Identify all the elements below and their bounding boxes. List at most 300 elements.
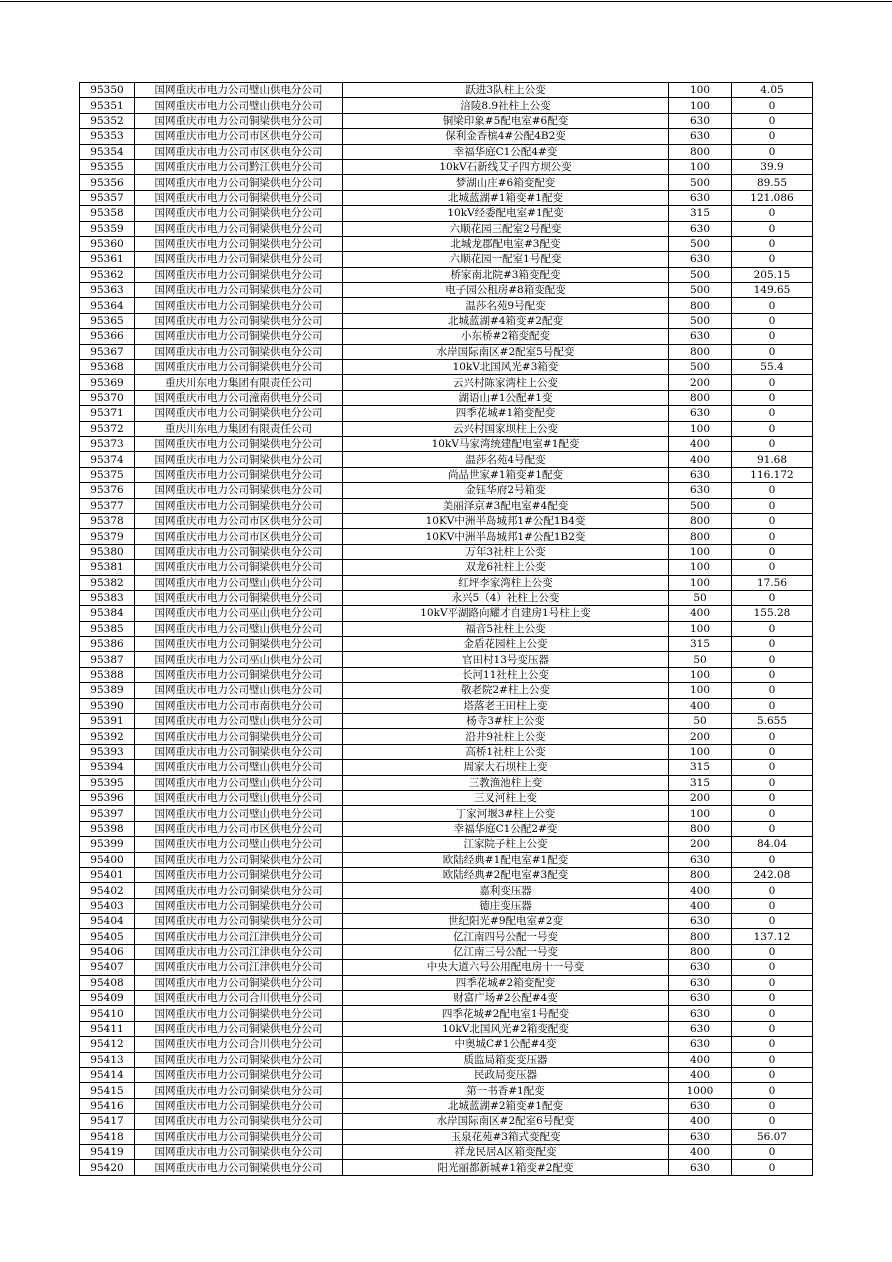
table-row <box>80 252 813 267</box>
transformer-name-cell: 10KV中洲半岛城邦1#公配1B4变 <box>343 513 669 528</box>
value-cell: 0 <box>732 483 813 498</box>
transformer-name-cell: 江家院子柱上公变 <box>343 837 669 852</box>
company-cell: 国网重庆市电力公司潼南供电分公司 <box>135 390 343 405</box>
row-id-cell: 95399 <box>80 837 135 852</box>
company-cell: 国网重庆市电力公司合川供电分公司 <box>135 991 343 1006</box>
transformer-name-cell: 小东桥#2箱变配变 <box>343 329 669 344</box>
value-cell: 0 <box>732 790 813 805</box>
capacity-cell: 400 <box>669 1114 732 1129</box>
value-cell: 17.56 <box>732 575 813 590</box>
row-id-cell: 95370 <box>80 390 135 405</box>
company-cell: 国网重庆市电力公司璧山供电分公司 <box>135 760 343 775</box>
row-id-cell: 95404 <box>80 914 135 929</box>
value-cell: 0 <box>732 298 813 313</box>
value-cell: 0 <box>732 898 813 913</box>
row-id-cell: 95401 <box>80 867 135 882</box>
value-cell: 0 <box>732 1052 813 1067</box>
table-row <box>80 714 813 729</box>
value-cell: 0 <box>732 221 813 236</box>
table-row <box>80 190 813 205</box>
table-row <box>80 760 813 775</box>
table-row <box>80 83 813 98</box>
value-cell: 0 <box>732 344 813 359</box>
company-cell: 国网重庆市电力公司铜梁供电分公司 <box>135 190 343 205</box>
value-cell: 0 <box>732 637 813 652</box>
capacity-cell: 630 <box>669 1037 732 1052</box>
table-row <box>80 298 813 313</box>
company-cell: 国网重庆市电力公司铜梁供电分公司 <box>135 1052 343 1067</box>
company-cell: 国网重庆市电力公司璧山供电分公司 <box>135 837 343 852</box>
company-cell: 国网重庆市电力公司铜梁供电分公司 <box>135 667 343 682</box>
capacity-cell: 630 <box>669 1021 732 1036</box>
value-cell: 0 <box>732 1160 813 1175</box>
value-cell: 0 <box>732 1098 813 1113</box>
table-row <box>80 421 813 436</box>
transformer-name-cell: 长河11社柱上公变 <box>343 667 669 682</box>
transformer-name-cell: 水岸国际南区#2配室5号配变 <box>343 344 669 359</box>
transformer-name-cell: 金盾花园柱上公变 <box>343 637 669 652</box>
company-cell: 国网重庆市电力公司铜梁供电分公司 <box>135 1114 343 1129</box>
table-row <box>80 575 813 590</box>
value-cell: 0 <box>732 421 813 436</box>
row-id-cell: 95406 <box>80 944 135 959</box>
capacity-cell: 630 <box>669 129 732 144</box>
company-cell: 国网重庆市电力公司璧山供电分公司 <box>135 683 343 698</box>
value-cell: 0 <box>732 1144 813 1159</box>
capacity-cell: 630 <box>669 221 732 236</box>
capacity-cell: 50 <box>669 714 732 729</box>
table-row <box>80 729 813 744</box>
company-cell: 国网重庆市电力公司铜梁供电分公司 <box>135 267 343 282</box>
capacity-cell: 200 <box>669 837 732 852</box>
transformer-name-cell: 梦湖山庄#6箱变配变 <box>343 175 669 190</box>
row-id-cell: 95414 <box>80 1068 135 1083</box>
capacity-cell: 800 <box>669 298 732 313</box>
company-cell: 国网重庆市电力公司铜梁供电分公司 <box>135 914 343 929</box>
row-id-cell: 95361 <box>80 252 135 267</box>
capacity-cell: 630 <box>669 252 732 267</box>
company-cell: 国网重庆市电力公司铜梁供电分公司 <box>135 344 343 359</box>
company-cell: 国网重庆市电力公司铜梁供电分公司 <box>135 1144 343 1159</box>
company-cell: 国网重庆市电力公司璧山供电分公司 <box>135 790 343 805</box>
capacity-cell: 315 <box>669 775 732 790</box>
transformer-name-cell: 塔落老王田柱上变 <box>343 698 669 713</box>
transformer-table <box>79 82 813 1176</box>
row-id-cell: 95397 <box>80 806 135 821</box>
table-row <box>80 960 813 975</box>
table-row <box>80 436 813 451</box>
value-cell: 0 <box>732 206 813 221</box>
company-cell: 国网重庆市电力公司铜梁供电分公司 <box>135 729 343 744</box>
transformer-name-cell: 温莎名苑4号配变 <box>343 452 669 467</box>
value-cell: 0 <box>732 775 813 790</box>
table-row <box>80 991 813 1006</box>
row-id-cell: 95350 <box>80 83 135 98</box>
capacity-cell: 630 <box>669 1160 732 1175</box>
value-cell: 4.05 <box>732 83 813 98</box>
transformer-name-cell: 云兴村陈家湾柱上公变 <box>343 375 669 390</box>
company-cell: 国网重庆市电力公司璧山供电分公司 <box>135 98 343 113</box>
table-row <box>80 529 813 544</box>
row-id-cell: 95378 <box>80 513 135 528</box>
table-row <box>80 452 813 467</box>
transformer-name-cell: 亿江南三号公配一号变 <box>343 944 669 959</box>
row-id-cell: 95395 <box>80 775 135 790</box>
company-cell: 国网重庆市电力公司铜梁供电分公司 <box>135 975 343 990</box>
transformer-name-cell: 福音5社柱上公变 <box>343 621 669 636</box>
capacity-cell: 100 <box>669 575 732 590</box>
table-row <box>80 483 813 498</box>
value-cell: 0 <box>732 667 813 682</box>
capacity-cell: 100 <box>669 421 732 436</box>
capacity-cell: 400 <box>669 436 732 451</box>
transformer-name-cell: 四季花城#1箱变配变 <box>343 406 669 421</box>
company-cell: 国网重庆市电力公司铜梁供电分公司 <box>135 590 343 605</box>
transformer-name-cell: 桥家南北院#3箱变配变 <box>343 267 669 282</box>
value-cell: 0 <box>732 329 813 344</box>
row-id-cell: 95380 <box>80 544 135 559</box>
row-id-cell: 95364 <box>80 298 135 313</box>
transformer-name-cell: 永兴5（4）社柱上公变 <box>343 590 669 605</box>
transformer-name-cell: 中央大道六号公用配电房十一号变 <box>343 960 669 975</box>
row-id-cell: 95415 <box>80 1083 135 1098</box>
company-cell: 国网重庆市电力公司市区供电分公司 <box>135 529 343 544</box>
transformer-name-cell: 涪陵8.9社柱上公变 <box>343 98 669 113</box>
row-id-cell: 95354 <box>80 144 135 159</box>
company-cell: 国网重庆市电力公司江津供电分公司 <box>135 944 343 959</box>
row-id-cell: 95389 <box>80 683 135 698</box>
row-id-cell: 95367 <box>80 344 135 359</box>
table-row <box>80 944 813 959</box>
value-cell: 5.655 <box>732 714 813 729</box>
transformer-name-cell: 温莎名苑9号配变 <box>343 298 669 313</box>
transformer-name-cell: 嘉利变压器 <box>343 883 669 898</box>
value-cell: 0 <box>732 1068 813 1083</box>
capacity-cell: 500 <box>669 267 732 282</box>
table-row <box>80 390 813 405</box>
table-row <box>80 467 813 482</box>
capacity-cell: 630 <box>669 991 732 1006</box>
company-cell: 国网重庆市电力公司璧山供电分公司 <box>135 575 343 590</box>
transformer-name-cell: 欧陆经典#2配电室#3配变 <box>343 867 669 882</box>
table-row <box>80 590 813 605</box>
capacity-cell: 630 <box>669 329 732 344</box>
row-id-cell: 95373 <box>80 436 135 451</box>
value-cell: 205.15 <box>732 267 813 282</box>
capacity-cell: 200 <box>669 790 732 805</box>
transformer-name-cell: 美丽泽京#3配电室#4配变 <box>343 498 669 513</box>
company-cell: 国网重庆市电力公司市区供电分公司 <box>135 144 343 159</box>
transformer-name-cell: 三教渔池柱上变 <box>343 775 669 790</box>
capacity-cell: 630 <box>669 190 732 205</box>
value-cell: 0 <box>732 498 813 513</box>
capacity-cell: 50 <box>669 652 732 667</box>
company-cell: 国网重庆市电力公司铜梁供电分公司 <box>135 867 343 882</box>
value-cell: 56.07 <box>732 1129 813 1144</box>
table-row <box>80 1083 813 1098</box>
capacity-cell: 630 <box>669 406 732 421</box>
page-top-rule <box>0 1 892 2</box>
row-id-cell: 95376 <box>80 483 135 498</box>
value-cell: 0 <box>732 621 813 636</box>
row-id-cell: 95371 <box>80 406 135 421</box>
transformer-name-cell: 跃进3队柱上公变 <box>343 83 669 98</box>
transformer-name-cell: 祥龙民居A区箱变配变 <box>343 1144 669 1159</box>
capacity-cell: 400 <box>669 898 732 913</box>
value-cell: 89.55 <box>732 175 813 190</box>
capacity-cell: 800 <box>669 390 732 405</box>
table-row <box>80 560 813 575</box>
table-row <box>80 375 813 390</box>
table-row <box>80 1068 813 1083</box>
row-id-cell: 95377 <box>80 498 135 513</box>
row-id-cell: 95382 <box>80 575 135 590</box>
table-row <box>80 1098 813 1113</box>
transformer-name-cell: 德庄变压器 <box>343 898 669 913</box>
row-id-cell: 95352 <box>80 113 135 128</box>
row-id-cell: 95387 <box>80 652 135 667</box>
row-id-cell: 95407 <box>80 960 135 975</box>
company-cell: 国网重庆市电力公司市区供电分公司 <box>135 129 343 144</box>
row-id-cell: 95357 <box>80 190 135 205</box>
company-cell: 国网重庆市电力公司铜梁供电分公司 <box>135 1098 343 1113</box>
value-cell: 0 <box>732 113 813 128</box>
company-cell: 国网重庆市电力公司巫山供电分公司 <box>135 652 343 667</box>
value-cell: 0 <box>732 1083 813 1098</box>
capacity-cell: 400 <box>669 883 732 898</box>
transformer-name-cell: 云兴村国家坝柱上公变 <box>343 421 669 436</box>
company-cell: 国网重庆市电力公司铜梁供电分公司 <box>135 436 343 451</box>
capacity-cell: 400 <box>669 1052 732 1067</box>
capacity-cell: 400 <box>669 698 732 713</box>
capacity-cell: 630 <box>669 1098 732 1113</box>
capacity-cell: 100 <box>669 621 732 636</box>
value-cell: 116.172 <box>732 467 813 482</box>
transformer-name-cell: 尚品世家#1箱变#1配变 <box>343 467 669 482</box>
capacity-cell: 500 <box>669 360 732 375</box>
transformer-name-cell: 四季花城#2配电室1号配变 <box>343 1006 669 1021</box>
company-cell: 国网重庆市电力公司铜梁供电分公司 <box>135 329 343 344</box>
transformer-name-cell: 亿江南四号公配一号变 <box>343 929 669 944</box>
row-id-cell: 95369 <box>80 375 135 390</box>
transformer-name-cell: 三叉河柱上变 <box>343 790 669 805</box>
company-cell: 国网重庆市电力公司铜梁供电分公司 <box>135 206 343 221</box>
value-cell: 0 <box>732 390 813 405</box>
company-cell: 国网重庆市电力公司铜梁供电分公司 <box>135 175 343 190</box>
row-id-cell: 95363 <box>80 283 135 298</box>
row-id-cell: 95356 <box>80 175 135 190</box>
transformer-name-cell: 丁家河堰3#柱上公变 <box>343 806 669 821</box>
company-cell: 国网重庆市电力公司铜梁供电分公司 <box>135 637 343 652</box>
company-cell: 国网重庆市电力公司铜梁供电分公司 <box>135 221 343 236</box>
value-cell: 0 <box>732 313 813 328</box>
company-cell: 国网重庆市电力公司璧山供电分公司 <box>135 83 343 98</box>
company-cell: 国网重庆市电力公司铜梁供电分公司 <box>135 252 343 267</box>
value-cell: 39.9 <box>732 159 813 174</box>
capacity-cell: 800 <box>669 144 732 159</box>
capacity-cell: 500 <box>669 283 732 298</box>
table-row <box>80 606 813 621</box>
transformer-name-cell: 水岸国际南区#2配室6号配变 <box>343 1114 669 1129</box>
capacity-cell: 100 <box>669 806 732 821</box>
table-row <box>80 329 813 344</box>
company-cell: 国网重庆市电力公司市区供电分公司 <box>135 513 343 528</box>
transformer-name-cell: 10kV石新线艾子四方坝公变 <box>343 159 669 174</box>
company-cell: 国网重庆市电力公司璧山供电分公司 <box>135 621 343 636</box>
table-row <box>80 283 813 298</box>
company-cell: 国网重庆市电力公司铜梁供电分公司 <box>135 1083 343 1098</box>
row-id-cell: 95396 <box>80 790 135 805</box>
transformer-name-cell: 周家大石坝柱上变 <box>343 760 669 775</box>
table-row <box>80 360 813 375</box>
row-id-cell: 95388 <box>80 667 135 682</box>
table-row <box>80 544 813 559</box>
company-cell: 国网重庆市电力公司铜梁供电分公司 <box>135 360 343 375</box>
value-cell: 0 <box>732 960 813 975</box>
row-id-cell: 95386 <box>80 637 135 652</box>
row-id-cell: 95372 <box>80 421 135 436</box>
value-cell: 0 <box>732 821 813 836</box>
company-cell: 国网重庆市电力公司铜梁供电分公司 <box>135 1129 343 1144</box>
value-cell: 0 <box>732 436 813 451</box>
row-id-cell: 95418 <box>80 1129 135 1144</box>
company-cell: 国网重庆市电力公司铜梁供电分公司 <box>135 1021 343 1036</box>
company-cell: 国网重庆市电力公司巫山供电分公司 <box>135 606 343 621</box>
row-id-cell: 95368 <box>80 360 135 375</box>
value-cell: 0 <box>732 513 813 528</box>
capacity-cell: 630 <box>669 852 732 867</box>
row-id-cell: 95394 <box>80 760 135 775</box>
transformer-name-cell: 北城蓝湖#2箱变#1配变 <box>343 1098 669 1113</box>
transformer-name-cell: 高桥1社柱上公变 <box>343 744 669 759</box>
company-cell: 国网重庆市电力公司铜梁供电分公司 <box>135 467 343 482</box>
table-row <box>80 1144 813 1159</box>
company-cell: 国网重庆市电力公司铜梁供电分公司 <box>135 1006 343 1021</box>
row-id-cell: 95385 <box>80 621 135 636</box>
company-cell: 国网重庆市电力公司铜梁供电分公司 <box>135 298 343 313</box>
value-cell: 242.08 <box>732 867 813 882</box>
capacity-cell: 630 <box>669 113 732 128</box>
table-row <box>80 806 813 821</box>
value-cell: 0 <box>732 98 813 113</box>
capacity-cell: 800 <box>669 529 732 544</box>
table-row <box>80 821 813 836</box>
company-cell: 国网重庆市电力公司铜梁供电分公司 <box>135 452 343 467</box>
capacity-cell: 500 <box>669 175 732 190</box>
value-cell: 0 <box>732 914 813 929</box>
transformer-name-cell: 幸福华庭C1公配4#变 <box>343 144 669 159</box>
table-row <box>80 1037 813 1052</box>
row-id-cell: 95355 <box>80 159 135 174</box>
table-row <box>80 929 813 944</box>
company-cell: 国网重庆市电力公司铜梁供电分公司 <box>135 852 343 867</box>
value-cell: 137.12 <box>732 929 813 944</box>
row-id-cell: 95409 <box>80 991 135 1006</box>
company-cell: 国网重庆市电力公司铜梁供电分公司 <box>135 1068 343 1083</box>
company-cell: 国网重庆市电力公司铜梁供电分公司 <box>135 406 343 421</box>
value-cell: 0 <box>732 944 813 959</box>
transformer-name-cell: 世纪阳光#9配电室#2变 <box>343 914 669 929</box>
transformer-name-cell: 10kV北国风光#2箱变配变 <box>343 1021 669 1036</box>
row-id-cell: 95393 <box>80 744 135 759</box>
company-cell: 国网重庆市电力公司铜梁供电分公司 <box>135 898 343 913</box>
row-id-cell: 95374 <box>80 452 135 467</box>
table-row <box>80 313 813 328</box>
company-cell: 国网重庆市电力公司铜梁供电分公司 <box>135 1160 343 1175</box>
value-cell: 91.68 <box>732 452 813 467</box>
company-cell: 国网重庆市电力公司合川供电分公司 <box>135 1037 343 1052</box>
table-row <box>80 98 813 113</box>
value-cell: 0 <box>732 252 813 267</box>
row-id-cell: 95398 <box>80 821 135 836</box>
capacity-cell: 800 <box>669 867 732 882</box>
row-id-cell: 95366 <box>80 329 135 344</box>
table-row <box>80 621 813 636</box>
value-cell: 0 <box>732 806 813 821</box>
transformer-name-cell: 北城龙郡配电室#3配变 <box>343 236 669 251</box>
transformer-name-cell: 红坪李家湾柱上公变 <box>343 575 669 590</box>
table-row <box>80 914 813 929</box>
row-id-cell: 95417 <box>80 1114 135 1129</box>
capacity-cell: 500 <box>669 236 732 251</box>
capacity-cell: 800 <box>669 929 732 944</box>
row-id-cell: 95400 <box>80 852 135 867</box>
company-cell: 国网重庆市电力公司铜梁供电分公司 <box>135 498 343 513</box>
row-id-cell: 95411 <box>80 1021 135 1036</box>
capacity-cell: 1000 <box>669 1083 732 1098</box>
table-row <box>80 206 813 221</box>
table-row <box>80 513 813 528</box>
table-row <box>80 1021 813 1036</box>
value-cell: 0 <box>732 744 813 759</box>
transformer-name-cell: 金钰华府2号箱变 <box>343 483 669 498</box>
company-cell: 国网重庆市电力公司铜梁供电分公司 <box>135 113 343 128</box>
row-id-cell: 95413 <box>80 1052 135 1067</box>
row-id-cell: 95403 <box>80 898 135 913</box>
company-cell: 国网重庆市电力公司璧山供电分公司 <box>135 775 343 790</box>
capacity-cell: 315 <box>669 637 732 652</box>
transformer-name-cell: 10kV马家湾统建配电室#1配变 <box>343 436 669 451</box>
table-row <box>80 221 813 236</box>
company-cell: 国网重庆市电力公司铜梁供电分公司 <box>135 483 343 498</box>
value-cell: 0 <box>732 729 813 744</box>
transformer-name-cell: 北城蓝湖#1箱变#1配变 <box>343 190 669 205</box>
capacity-cell: 100 <box>669 98 732 113</box>
capacity-cell: 200 <box>669 729 732 744</box>
table-row <box>80 144 813 159</box>
row-id-cell: 95383 <box>80 590 135 605</box>
table-row <box>80 683 813 698</box>
transformer-name-cell: 质监局箱变变压器 <box>343 1052 669 1067</box>
value-cell: 0 <box>732 683 813 698</box>
value-cell: 0 <box>732 652 813 667</box>
capacity-cell: 400 <box>669 452 732 467</box>
table-row <box>80 1160 813 1175</box>
capacity-cell: 100 <box>669 560 732 575</box>
row-id-cell: 95359 <box>80 221 135 236</box>
capacity-cell: 200 <box>669 375 732 390</box>
value-cell: 0 <box>732 1021 813 1036</box>
value-cell: 0 <box>732 544 813 559</box>
capacity-cell: 630 <box>669 467 732 482</box>
value-cell: 84.04 <box>732 837 813 852</box>
capacity-cell: 630 <box>669 914 732 929</box>
row-id-cell: 95408 <box>80 975 135 990</box>
value-cell: 0 <box>732 560 813 575</box>
capacity-cell: 400 <box>669 606 732 621</box>
row-id-cell: 95351 <box>80 98 135 113</box>
row-id-cell: 95410 <box>80 1006 135 1021</box>
